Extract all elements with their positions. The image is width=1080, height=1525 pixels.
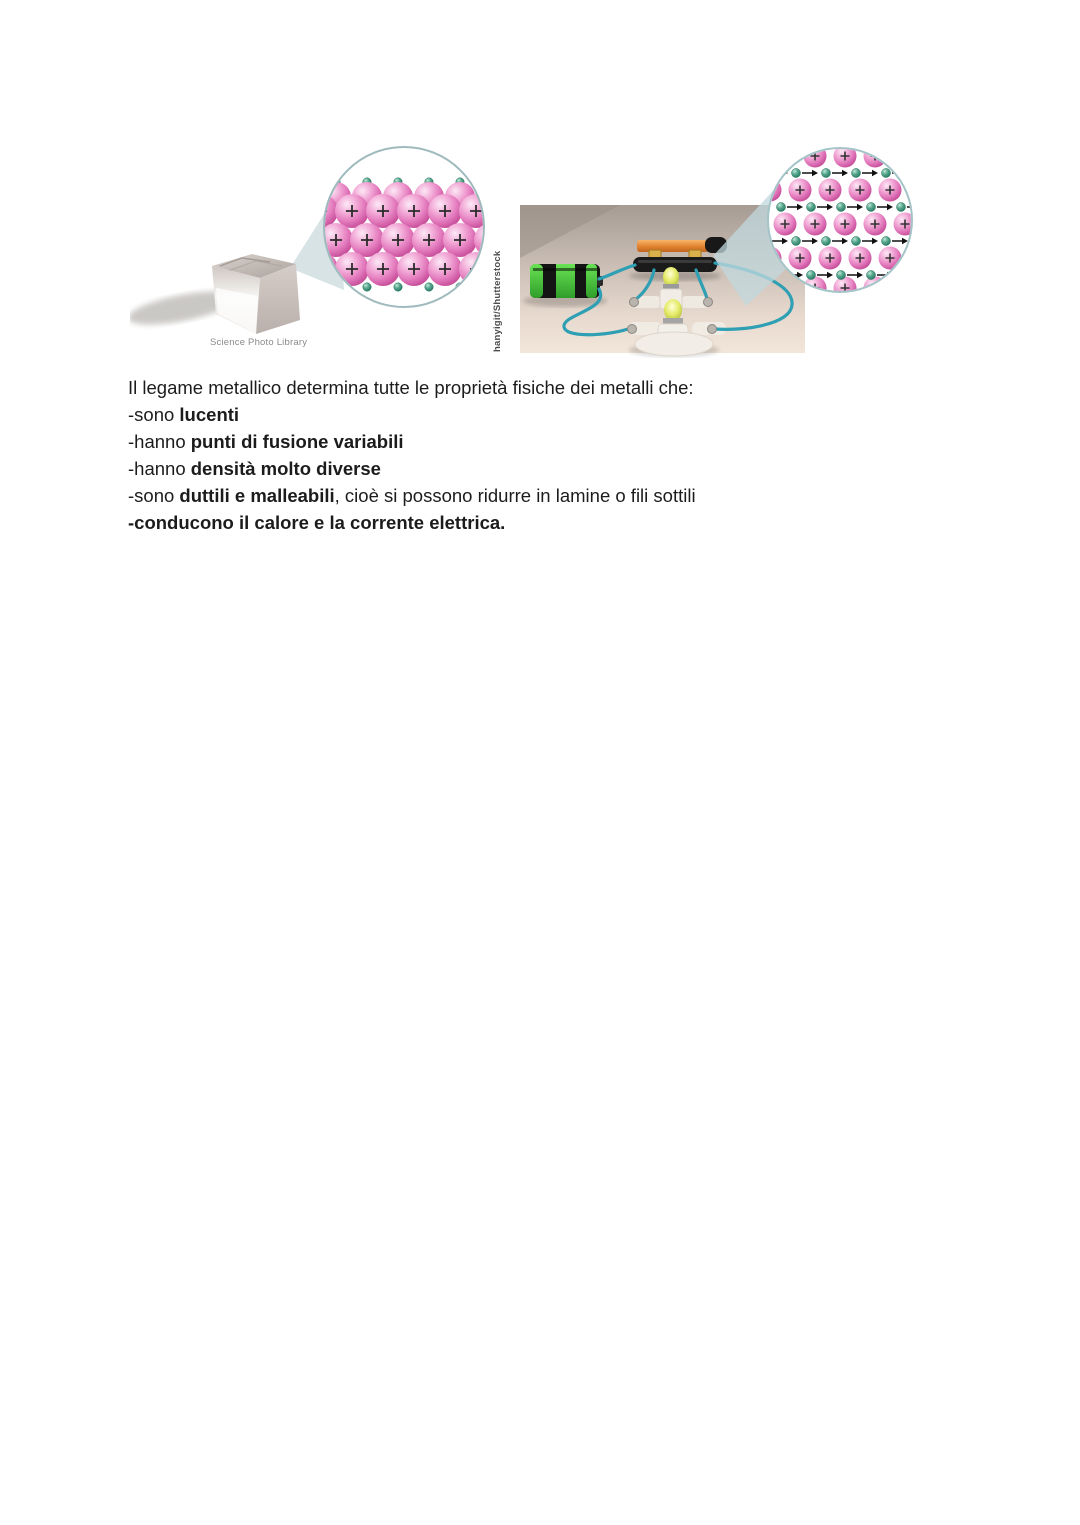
metal-chunk xyxy=(212,254,300,334)
text-segment: -conducono il calore e la corrente elettrica. xyxy=(128,512,506,533)
text-segment: , cioè si possono ridurre in lamine o fili sottili xyxy=(334,485,696,506)
text-segment: Il legame metallico determina tutte le proprietà fisiche dei metalli che: xyxy=(128,377,694,398)
text-line xyxy=(128,428,848,455)
text-line xyxy=(128,509,848,536)
text-line xyxy=(128,455,848,482)
text-line xyxy=(128,482,848,509)
metallic-lattice-figure xyxy=(130,138,510,353)
image-credit-right: hanyigit/Shutterstock xyxy=(492,250,503,352)
bulb-base xyxy=(635,332,713,356)
text-segment: -hanno xyxy=(128,431,191,452)
battery xyxy=(530,264,603,298)
text-segment: -sono xyxy=(128,404,180,425)
image-credit-left: Science Photo Library xyxy=(210,337,308,348)
circuit-figure xyxy=(492,138,920,358)
circuit-illustration xyxy=(500,138,920,358)
text-line xyxy=(128,374,848,401)
text-segment: lucenti xyxy=(179,404,240,425)
text-line xyxy=(128,401,848,428)
text-segment: -hanno xyxy=(128,458,191,479)
text-segment: punti di fusione variabili xyxy=(190,431,404,452)
paragraph xyxy=(128,374,848,536)
metallic-lattice-illustration xyxy=(130,138,510,353)
text-segment: -sono xyxy=(128,485,180,506)
text-segment: densità molto diverse xyxy=(190,458,381,479)
text-segment: duttili e malleabili xyxy=(179,485,335,506)
